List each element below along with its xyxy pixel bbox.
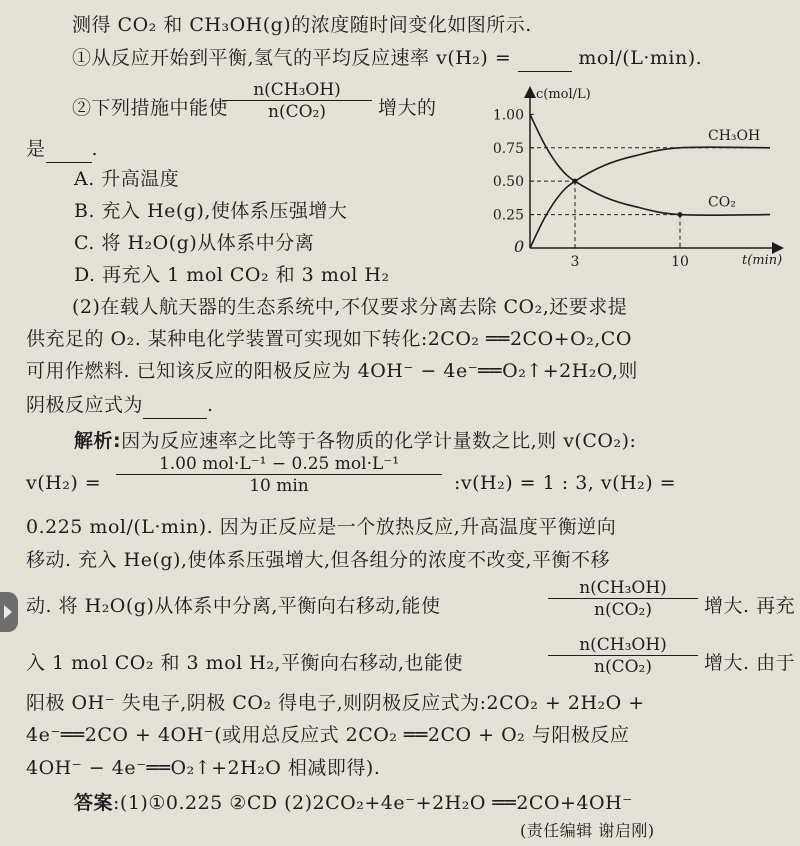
option-b: B. 充入 He(g),使体系压强增大: [74, 200, 348, 222]
fraction-numerator: n(CH₃OH): [253, 80, 341, 100]
solution-label: 解析:: [74, 430, 122, 452]
solution-line-8: 4e⁻══2CO + 4OH⁻(或用总反应式 2CO₂ ══2CO + O₂ 与阳极反应: [26, 724, 630, 746]
option-c: C. 将 H₂O(g)从体系中分离: [74, 232, 315, 254]
x-tick-label: 3: [570, 254, 580, 270]
y-tick-label: 0.25: [492, 207, 524, 224]
question-2-suffix: 增大的: [378, 97, 437, 119]
question-1-line: [72, 45, 702, 72]
origin-label: 0: [514, 237, 525, 256]
solution-line-5: 动. 将 H₂O(g)从体系中分离,平衡向右移动,能使: [26, 595, 441, 617]
period: .: [207, 394, 214, 416]
answer-blank-2: [46, 136, 92, 163]
fraction-numerator: n(CH₃OH): [579, 578, 667, 598]
ratio-fraction-q2: [222, 80, 372, 123]
fraction-denominator: n(CO₂): [268, 102, 326, 122]
part-2-question: 阴极反应式为: [26, 394, 144, 416]
y-tick-label: 0.50: [492, 174, 524, 191]
solution-line-1: [74, 428, 636, 454]
y-tick-label: 0.75: [492, 140, 524, 157]
question-2-line-2: [26, 136, 98, 163]
solution-line-9: 4OH⁻ − 4e⁻══O₂↑+2H₂O 相减即得).: [26, 757, 381, 779]
period: .: [91, 138, 99, 160]
rate-fraction: [116, 454, 442, 497]
y-tick-label: 1.00: [492, 107, 524, 124]
part-2-line-4: [26, 392, 214, 419]
solution-line-5-end: 增大. 再充: [704, 595, 796, 617]
editor-credit: (责任编辑 谢启刚): [520, 821, 655, 840]
solution-line-6-end: 增大. 由于: [704, 652, 796, 674]
x-tick-label: 10: [671, 254, 689, 270]
intro-line: 测得 CO₂ 和 CH₃OH(g)的浓度随时间变化如图所示.: [72, 14, 532, 36]
solution-text: 因为反应速率之比等于各物质的化学计量数之比,则 v(CO₂):: [121, 430, 637, 452]
solution-v-h2: v(H₂) =: [26, 472, 102, 494]
concentration-time-chart: [492, 86, 790, 276]
answer-blank-1: [518, 45, 572, 72]
solution-line-7: 阳极 OH⁻ 失电子,阴极 CO₂ 得电子,则阴极反应式为:2CO₂ + 2H₂O +: [26, 692, 645, 714]
x-axis-label: t(min): [742, 253, 783, 268]
fraction-denominator: n(CO₂): [594, 657, 652, 677]
fraction-denominator: n(CO₂): [594, 600, 652, 620]
question-1-text: ①从反应开始到平衡,氢气的平均反应速率 v(H₂) =: [72, 47, 518, 69]
solution-line-3: 0.225 mol/(L·min). 因为正反应是一个放热反应,升高温度平衡逆向: [26, 516, 617, 538]
page-turn-tab[interactable]: [0, 592, 18, 632]
answer-label: 答案: [74, 792, 114, 814]
question-2-prefix: ②下列措施中能使: [72, 97, 229, 119]
fraction-numerator: n(CH₃OH): [579, 635, 667, 655]
option-d: D. 再充入 1 mol CO₂ 和 3 mol H₂: [74, 264, 390, 286]
part-2-line-2: 供充足的 O₂. 某种电化学装置可实现如下转化:2CO₂ ══2CO+O₂,CO: [26, 328, 632, 350]
part-2-line-1: (2)在载人航天器的生态系统中,不仅要求分离去除 CO₂,还要求提: [72, 296, 628, 318]
answer-text: :(1)①0.225 ②CD (2)2CO₂+4e⁻+2H₂O ══2CO+4OH⁻: [113, 792, 633, 814]
part-2-line-3: 可用作燃料. 已知该反应的阳极反应为 4OH⁻ − 4e⁻══O₂↑+2H₂O,则: [26, 360, 638, 382]
fraction-denominator: 10 min: [249, 476, 309, 496]
fraction-numerator: 1.00 mol·L⁻¹ − 0.25 mol·L⁻¹: [158, 454, 400, 474]
answer-blank-3: [143, 392, 207, 419]
question-1-unit: mol/(L·min).: [571, 47, 703, 69]
co2-curve-label: CO₂: [708, 194, 736, 211]
solution-line-6: 入 1 mol CO₂ 和 3 mol H₂,平衡向右移动,也能使: [26, 652, 464, 674]
option-a: A. 升高温度: [74, 168, 180, 190]
ratio-fraction-solution-1: [548, 578, 698, 621]
y-axis-label: c(mol/L): [536, 87, 591, 102]
solution-line-4: 移动. 充入 He(g),使体系压强增大,但各组分的浓度不改变,平衡不移: [26, 549, 611, 571]
solution-ratio: :v(H₂) = 1 : 3, v(H₂) =: [454, 472, 677, 494]
ch3oh-curve-label: CH₃OH: [708, 127, 761, 144]
answer-line: [74, 790, 633, 816]
question-2-word: 是: [26, 138, 46, 160]
ratio-fraction-solution-2: [548, 635, 698, 678]
